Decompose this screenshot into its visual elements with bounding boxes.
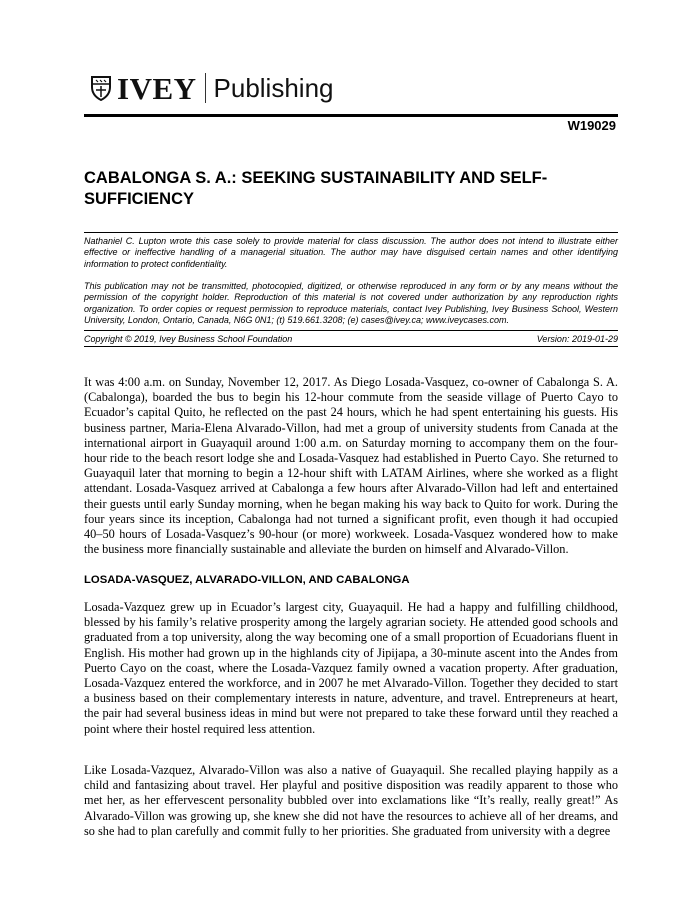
alvarado-paragraph: Like Losada-Vazquez, Alvarado-Villon was also a native of Guayaquil. She recalled playing happily as a child and fantasizing about travel. Her playful and positive disposition was readily apparent to those who met her, as her effervescent personality bubbled over into exclamations like “It’s really, really great!” As Alvarado-Villon was growing up, she knew she did not have the resources to achieve all of her dreams, and so she had to plan carefully and commit fully to her priorities. She graduated from university with a degree	[84, 763, 618, 838]
copyright-row	[84, 334, 618, 344]
section-heading: LOSADA-VASQUEZ, ALVARADO-VILLON, AND CABALONGA	[84, 574, 410, 586]
version-text: Version: 2019-01-29	[536, 334, 618, 344]
case-number: W19029	[567, 118, 616, 133]
ivey-shield-icon	[90, 75, 112, 101]
intro-paragraph: It was 4:00 a.m. on Sunday, November 12, 2017. As Diego Losada-Vasquez, co-owner of Cabalonga S. A. (Cabalonga), boarded the bus to begin his 12-hour commute from the seaside village of Puerto Cayo to Ecuador’s capital Quito, he reflected on the past 24 hours, which he had spent entertaining his guests. His business partner, Maria-Elena Alvarado-Villon, had met a group of university students from Canada at the international airport in Guayaquil around 1:00 a.m. on Saturday morning to accompany them on the four-hour ride to the beach resort lodge she and Losada-Vasquez had established in Puerto Cayo. She returned to Guayaquil later that morning to begin a 12-hour shift with LATAM Airlines, where she worked as a flight attendant. Losada-Vasquez arrived at Cabalonga a few hours after Alvarado-Villon had left and entertained their guests until early Sunday morning, when he began making his way back to Quito for work. During the four years since its inception, Cabalonga had not turned a significant profit, even though it had occupied 40–50 hours of Losada-Vasquez’s 90-hour (or more) workweek. Losada-Vasquez wondered how to make the business more financially sustainable and alleviate the burden on himself and Alvarado-Villon.	[84, 375, 618, 557]
brand-name: IVEY	[117, 70, 197, 106]
notice-bottom-rule	[84, 346, 618, 347]
header-rule	[84, 114, 618, 117]
authorship-notice: Nathaniel C. Lupton wrote this case solely to provide material for class discussion. The author does not intend to illustrate either effective or ineffective handling of a managerial situation. The author may have disguised certain names and other identifying information to protect confidentiality.	[84, 236, 618, 269]
losada-paragraph: Losada-Vazquez grew up in Ecuador’s largest city, Guayaquil. He had a happy and fulfilling childhood, blessed by his family’s relative prosperity among the largely agrarian society. He attended good schools and graduated from a top university, along the way becoming one of a small proportion of Ecuadorians fluent in English. His mother had grown up in the highlands city of Jipijapa, a 30-minute ascent into the Andes from Puerto Cayo on the coast, where the Losada-Vazquez family owned a vacation property. After graduation, Losada-Vazquez entered the workforce, and in 2007 he met Alvarado-Villon. Together they decided to start a business based on their complementary interests in nature, adventure, and travel. Entrepreneurs at heart, the pair had several business ideas in mind but were not prepared to take these forward until they reached a point where their hostel required less attention.	[84, 600, 618, 736]
ivey-publishing-logo	[90, 68, 334, 108]
notice-top-rule	[84, 232, 618, 233]
notice-mid-rule	[84, 330, 618, 331]
logo-divider	[205, 73, 206, 103]
copyright-text: Copyright © 2019, Ivey Business School Foundation	[84, 334, 293, 344]
case-title: CABALONGA S. A.: SEEKING SUSTAINABILITY AND SELF-SUFFICIENCY	[84, 169, 548, 208]
permissions-notice: This publication may not be transmitted, photocopied, digitized, or otherwise reproduced in any form or by any means without the permission of the copyright holder. Reproduction of this material is not covered under authorization by any reproduction rights organization. To order copies or request permission to reproduce materials, contact Ivey Publishing, Ivey Business School, Western University, London, Ontario, Canada, N6G 0N1; (t) 519.661.3208; (e) cases@ivey.ca; www.iveycases.com.	[84, 281, 618, 326]
brand-suffix: Publishing	[213, 73, 334, 103]
